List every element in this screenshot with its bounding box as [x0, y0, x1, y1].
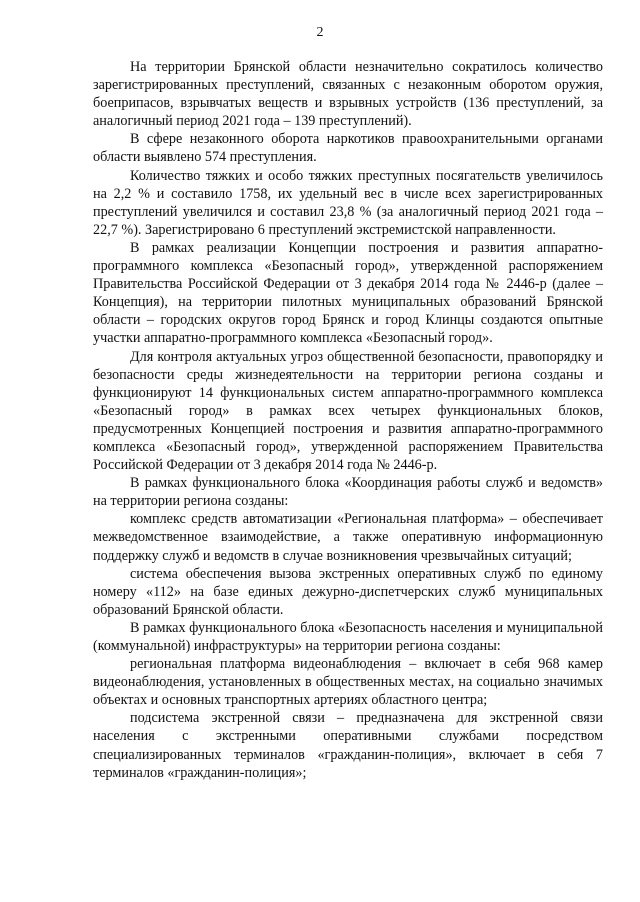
- page-number: 2: [316, 25, 324, 40]
- paragraph-functional-systems: Для контроля актуальных угроз общественной безопасности, правопорядку и безопасности среды жизнедеятельности на территории региона созданы и функционируют 14 функциональных систем аппаратно-программного комплекса «Безопасный город» в рамках всех четырех функциональных блоков, предусмотренных Концепцией построения и развития аппаратно-программного комплекса «Безопасный город», утвержденной распоряжением Правительства Российской Федерации от 3 декабря 2014 года № 2446-р.: [93, 348, 603, 474]
- paragraph-regional-platform: комплекс средств автоматизации «Региональная платформа» – обеспечивает межведомственное взаимодействие, а также оперативную информационную поддержку служб и ведомств в случае возникновения чрезвычайных ситуаций;: [93, 511, 603, 564]
- paragraph-emergency-112: система обеспечения вызова экстренных оперативных служб по единому номеру «112» на базе единых дежурно-диспетчерских служб муниципальных образований Брянской области.: [93, 565, 603, 618]
- paragraph-video-surveillance: региональная платформа видеонаблюдения – включает в себя 968 камер видеонаблюдения, установленных в общественных местах, на социально значимых объектах и основных транспортных артериях областного центра;: [93, 656, 603, 709]
- paragraph-weapons-crimes: На территории Брянской области незначительно сократилось количество зарегистрированных преступлений, связанных с незаконным оборотом оружия, боеприпасов, взрывчатых веществ и взрывных устройств (136 преступлений, за аналогичный период 2021 года – 139 преступлений).: [93, 59, 603, 130]
- paragraph-grave-crimes: Количество тяжких и особо тяжких преступных посягательств увеличилось на 2,2 % и составило 1758, их удельный вес в числе всех зарегистрированных преступлений увеличился и составил 23,8 % (за аналогичный период 2021 года – 22,7 %). Зарегистрировано 6 преступлений экстремистской направленности.: [93, 167, 603, 238]
- paragraph-safe-city-concept: В рамках реализации Концепции построения и развития аппаратно-программного комплекса «Безопасный город», утвержденной распоряжением Правительства Российской Федерации от 3 декабря 2014 года № 2446-р (далее – Концепция), на территории пилотных муниципальных образований Брянской области – городских округов город Брянск и город Клинцы создаются опытные участки аппаратно-программного комплекса «Безопасный город».: [93, 239, 603, 347]
- paragraph-emergency-communication: подсистема экстренной связи – предназначена для экстренной связи населения с экстренными оперативными службами посредством специализированных терминалов «гражданин-полиция», включает в себя 7 терминалов «гражданин-полиция»;: [93, 710, 603, 781]
- paragraph-population-safety-block: В рамках функционального блока «Безопасность населения и муниципальной (коммунальной) инфраструктуры» на территории региона созданы:: [93, 619, 603, 654]
- paragraph-drug-crimes: В сфере незаконного оборота наркотиков правоохранительными органами области выявлено 574 преступления.: [93, 131, 603, 166]
- paragraph-coordination-block: В рамках функционального блока «Координация работы служб и ведомств» на территории региона созданы:: [93, 475, 603, 510]
- document-body: [93, 58, 603, 782]
